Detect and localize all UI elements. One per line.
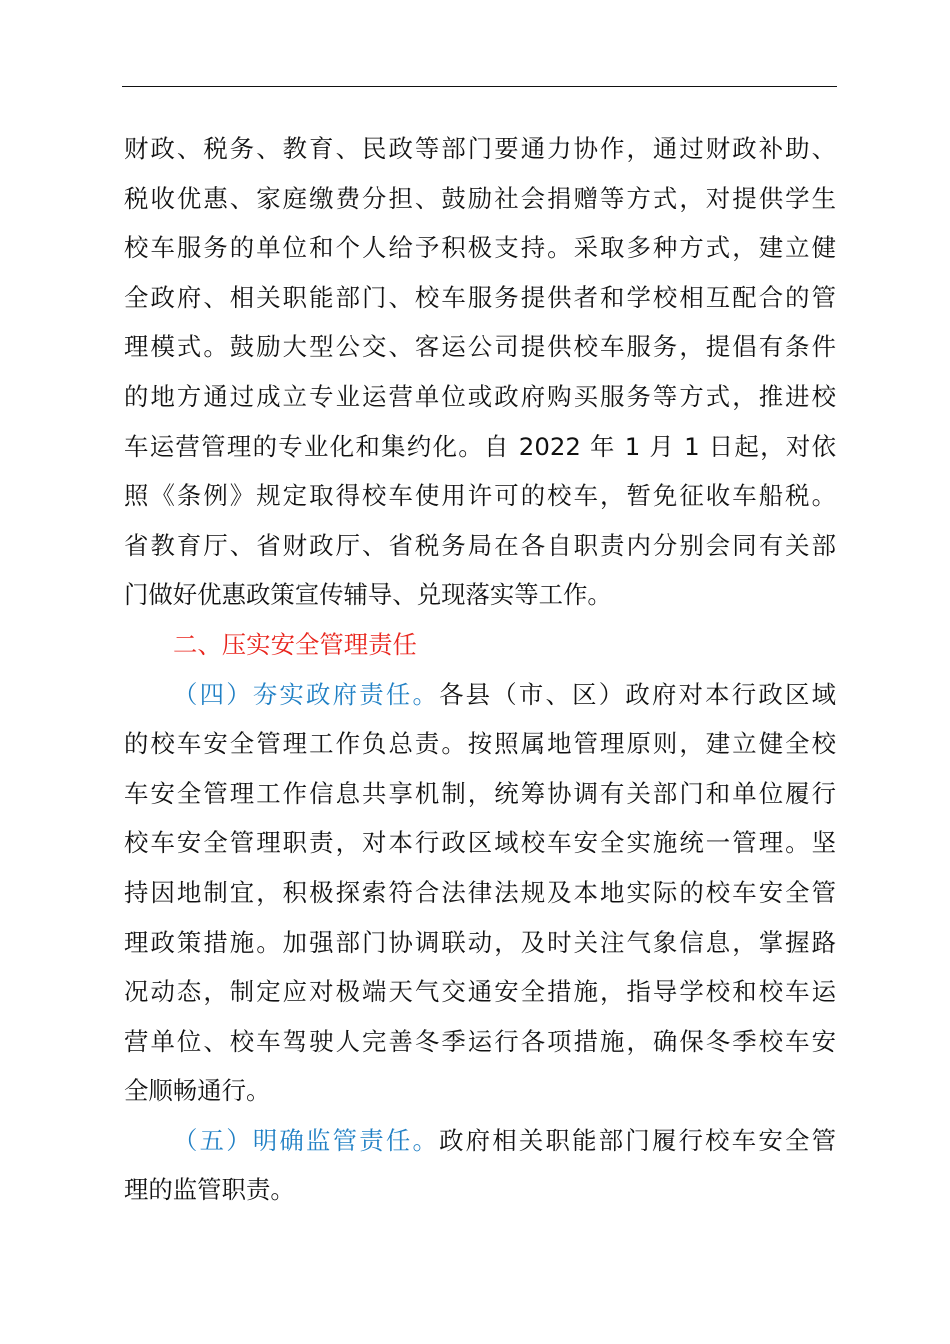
- paragraph-line: 理的监管职责。: [124, 1175, 295, 1205]
- paragraph-line: 全顺畅通行。: [124, 1076, 271, 1106]
- item-five-heading: （五）明确监管责任。: [173, 1125, 440, 1155]
- paragraph-line: 营单位、校车驾驶人完善冬季运行各项措施，确保冬季校车安: [124, 1026, 836, 1056]
- paragraph-line: 理政策措施。加强部门协调联动，及时关注气象信息，掌握路: [124, 927, 836, 957]
- paragraph-line: 校车服务的单位和个人给予积极支持。采取多种方式，建立健: [124, 233, 836, 263]
- paragraph-line: 门做好优惠政策宣传辅导、兑现落实等工作。: [124, 580, 612, 610]
- paragraph-line: 的地方通过成立专业运营单位或政府购买服务等方式，推进校: [124, 381, 836, 411]
- paragraph-line: 财政、税务、教育、民政等部门要通力协作，通过财政补助、: [124, 134, 836, 163]
- header-rule: [122, 86, 837, 87]
- item-four-heading: （四）夯实政府责任。: [173, 679, 440, 709]
- paragraph-line: 况动态，制定应对极端天气交通安全措施，指导学校和校车运: [124, 977, 836, 1007]
- paragraph-line: 车安全管理工作信息共享机制，统筹协调有关部门和单位履行: [124, 778, 836, 808]
- item-four-first-line: [124, 670, 836, 720]
- paragraph-line: 理模式。鼓励大型公交、客运公司提供校车服务，提倡有条件: [124, 332, 836, 362]
- item-five-text: 政府相关职能部门履行校车安全管: [439, 1125, 836, 1155]
- paragraph-line: 省教育厅、省财政厅、省税务局在各自职责内分别会同有关部: [124, 530, 836, 560]
- item-five-first-line: [124, 1116, 836, 1166]
- paragraph-line: 持因地制宜，积极探索符合法律法规及本地实际的校车安全管: [124, 877, 836, 907]
- item-four-text: 各县（市、区）政府对本行政区域: [439, 679, 836, 709]
- document-body: [124, 124, 836, 1215]
- section-heading: 二、压实安全管理责任: [173, 629, 417, 659]
- paragraph-line: 照《条例》规定取得校车使用许可的校车，暂免征收车船税。: [124, 481, 836, 511]
- paragraph-line: 的校车安全管理工作负总责。按照属地管理原则，建立健全校: [124, 729, 836, 759]
- paragraph-line: 全政府、相关职能部门、校车服务提供者和学校相互配合的管: [124, 282, 836, 312]
- paragraph-line: 校车安全管理职责，对本行政区域校车安全实施统一管理。坚: [124, 828, 836, 858]
- paragraph-line: 车运营管理的专业化和集约化。自 2022 年 1 月 1 日起，对依: [124, 431, 836, 461]
- paragraph-line: 税收优惠、家庭缴费分担、鼓励社会捐赠等方式，对提供学生: [124, 183, 836, 213]
